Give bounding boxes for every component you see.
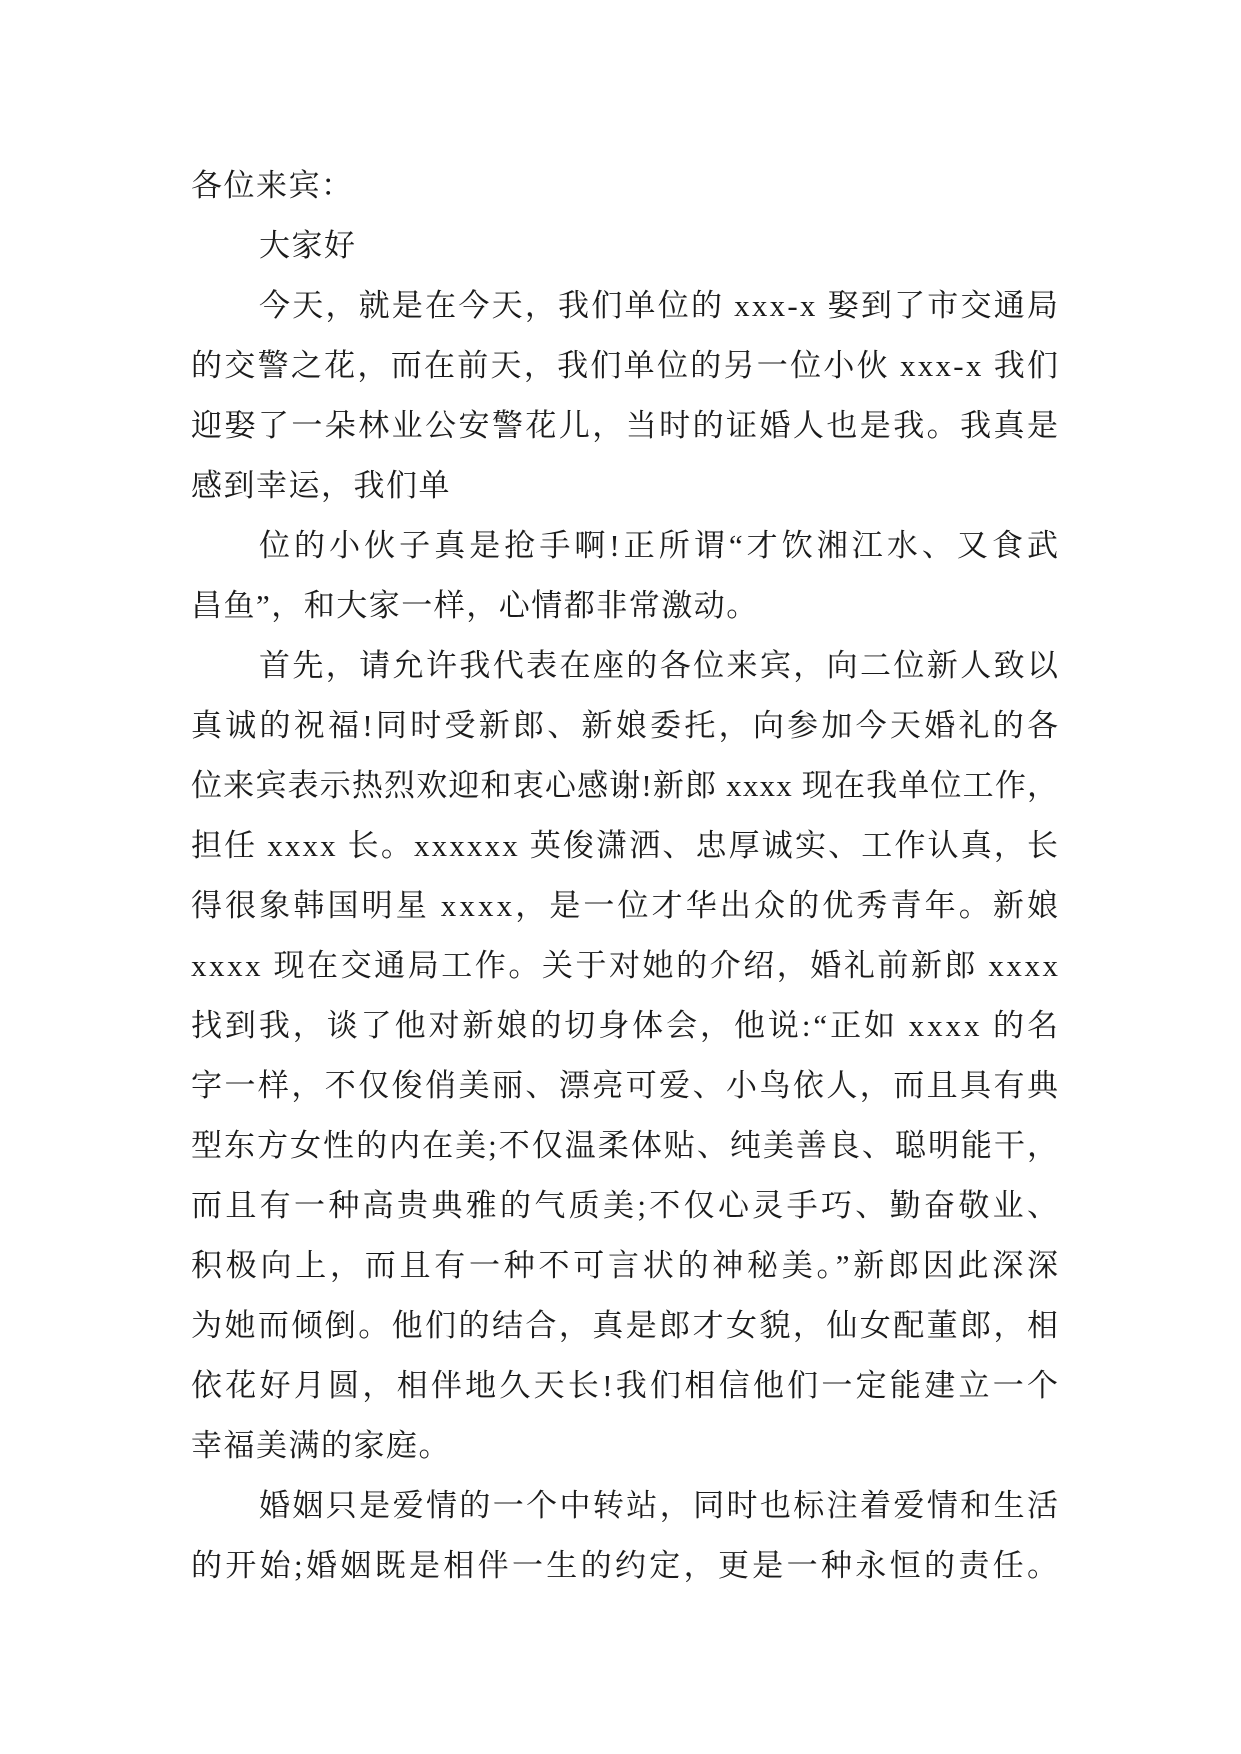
paragraph-salutation xyxy=(191,156,1058,216)
text-line xyxy=(191,156,1058,216)
text-line xyxy=(191,936,1061,996)
text-line-content: 找到我，谈了他对新娘的切身体会，他说:“正如 xxxx 的名 xyxy=(191,1008,1061,1043)
text-line-content: 担任 xxxx 长。xxxxxx 英俊潇洒、忠厚诚实、工作认真，长 xyxy=(191,828,1061,863)
text-line-content: 昌鱼”，和大家一样，心情都非常激动。 xyxy=(191,588,759,623)
text-line xyxy=(191,216,1058,276)
text-line xyxy=(191,1476,1061,1536)
text-line xyxy=(191,756,1058,816)
text-line xyxy=(191,1116,1058,1176)
text-line-content: 幸福美满的家庭。 xyxy=(191,1428,451,1463)
document-body xyxy=(191,156,1063,1596)
text-line xyxy=(191,1296,1061,1356)
text-line xyxy=(191,276,1061,336)
text-line xyxy=(191,516,1063,576)
text-line xyxy=(191,1416,1058,1476)
text-line xyxy=(191,696,1062,756)
paragraph xyxy=(191,636,1062,1476)
text-line-content: 字一样，不仅俊俏美丽、漂亮可爱、小鸟依人，而且具有典 xyxy=(191,1068,1061,1103)
text-line-content: 得很象韩国明星 xxxx，是一位才华出众的优秀青年。新娘 xyxy=(191,888,1062,923)
text-line-content: 位来宾表示热烈欢迎和衷心感谢!新郎 xxxx 现在我单位工作， xyxy=(191,768,1060,803)
text-line-content: 积极向上，而且有一种不可言状的神秘美。”新郎因此深深 xyxy=(191,1248,1062,1283)
text-line xyxy=(191,396,1061,456)
text-line-content: 而且有一种高贵典雅的气质美;不仅心灵手巧、勤奋敬业、 xyxy=(191,1188,1062,1223)
text-line-content: 型东方女性的内在美;不仅温柔体贴、纯美善良、聪明能干， xyxy=(191,1128,1060,1163)
text-line-content: 迎娶了一朵林业公安警花儿，当时的证婚人也是我。我真是 xyxy=(191,408,1061,443)
text-line xyxy=(191,336,1061,396)
text-line xyxy=(191,636,1061,696)
text-line xyxy=(191,1236,1062,1296)
text-line-content: 首先，请允许我代表在座的各位来宾，向二位新人致以 xyxy=(259,648,1061,683)
text-line xyxy=(191,1056,1061,1116)
text-line xyxy=(191,576,1058,636)
text-line-content: 位的小伙子真是抢手啊!正所谓“才饮湘江水、又食武 xyxy=(259,528,1063,563)
text-line-content: 真诚的祝福!同时受新郎、新娘委托，向参加今天婚礼的各 xyxy=(191,708,1062,743)
text-line-content: 感到幸运，我们单 xyxy=(191,468,451,503)
text-line xyxy=(191,1356,1062,1416)
paragraph xyxy=(191,276,1061,516)
text-line-content: 各位来宾： xyxy=(191,168,354,203)
text-line-content: 大家好 xyxy=(259,228,357,263)
text-line-content: 的交警之花，而在前天，我们单位的另一位小伙 xxx-x 我们 xyxy=(191,348,1061,383)
text-line xyxy=(191,1536,1062,1596)
paragraph-greeting xyxy=(191,216,1058,276)
text-line-content: 依花好月圆，相伴地久天长!我们相信他们一定能建立一个 xyxy=(191,1368,1062,1403)
paragraph xyxy=(191,516,1063,636)
text-line xyxy=(191,456,1058,516)
text-line-content: xxxx 现在交通局工作。关于对她的介绍，婚礼前新郎 xxxx xyxy=(191,948,1061,983)
text-line-content: 今天，就是在今天，我们单位的 xxx-x 娶到了市交通局 xyxy=(259,288,1061,323)
text-line xyxy=(191,1176,1062,1236)
text-line-content: 的开始;婚姻既是相伴一生的约定，更是一种永恒的责任。 xyxy=(191,1548,1062,1583)
text-line xyxy=(191,996,1061,1056)
text-line xyxy=(191,816,1061,876)
paragraph xyxy=(191,1476,1062,1596)
text-line-content: 为她而倾倒。他们的结合，真是郎才女貌，仙女配董郎，相 xyxy=(191,1308,1061,1343)
text-line xyxy=(191,876,1062,936)
text-line-content: 婚姻只是爱情的一个中转站，同时也标注着爱情和生活 xyxy=(259,1488,1061,1523)
